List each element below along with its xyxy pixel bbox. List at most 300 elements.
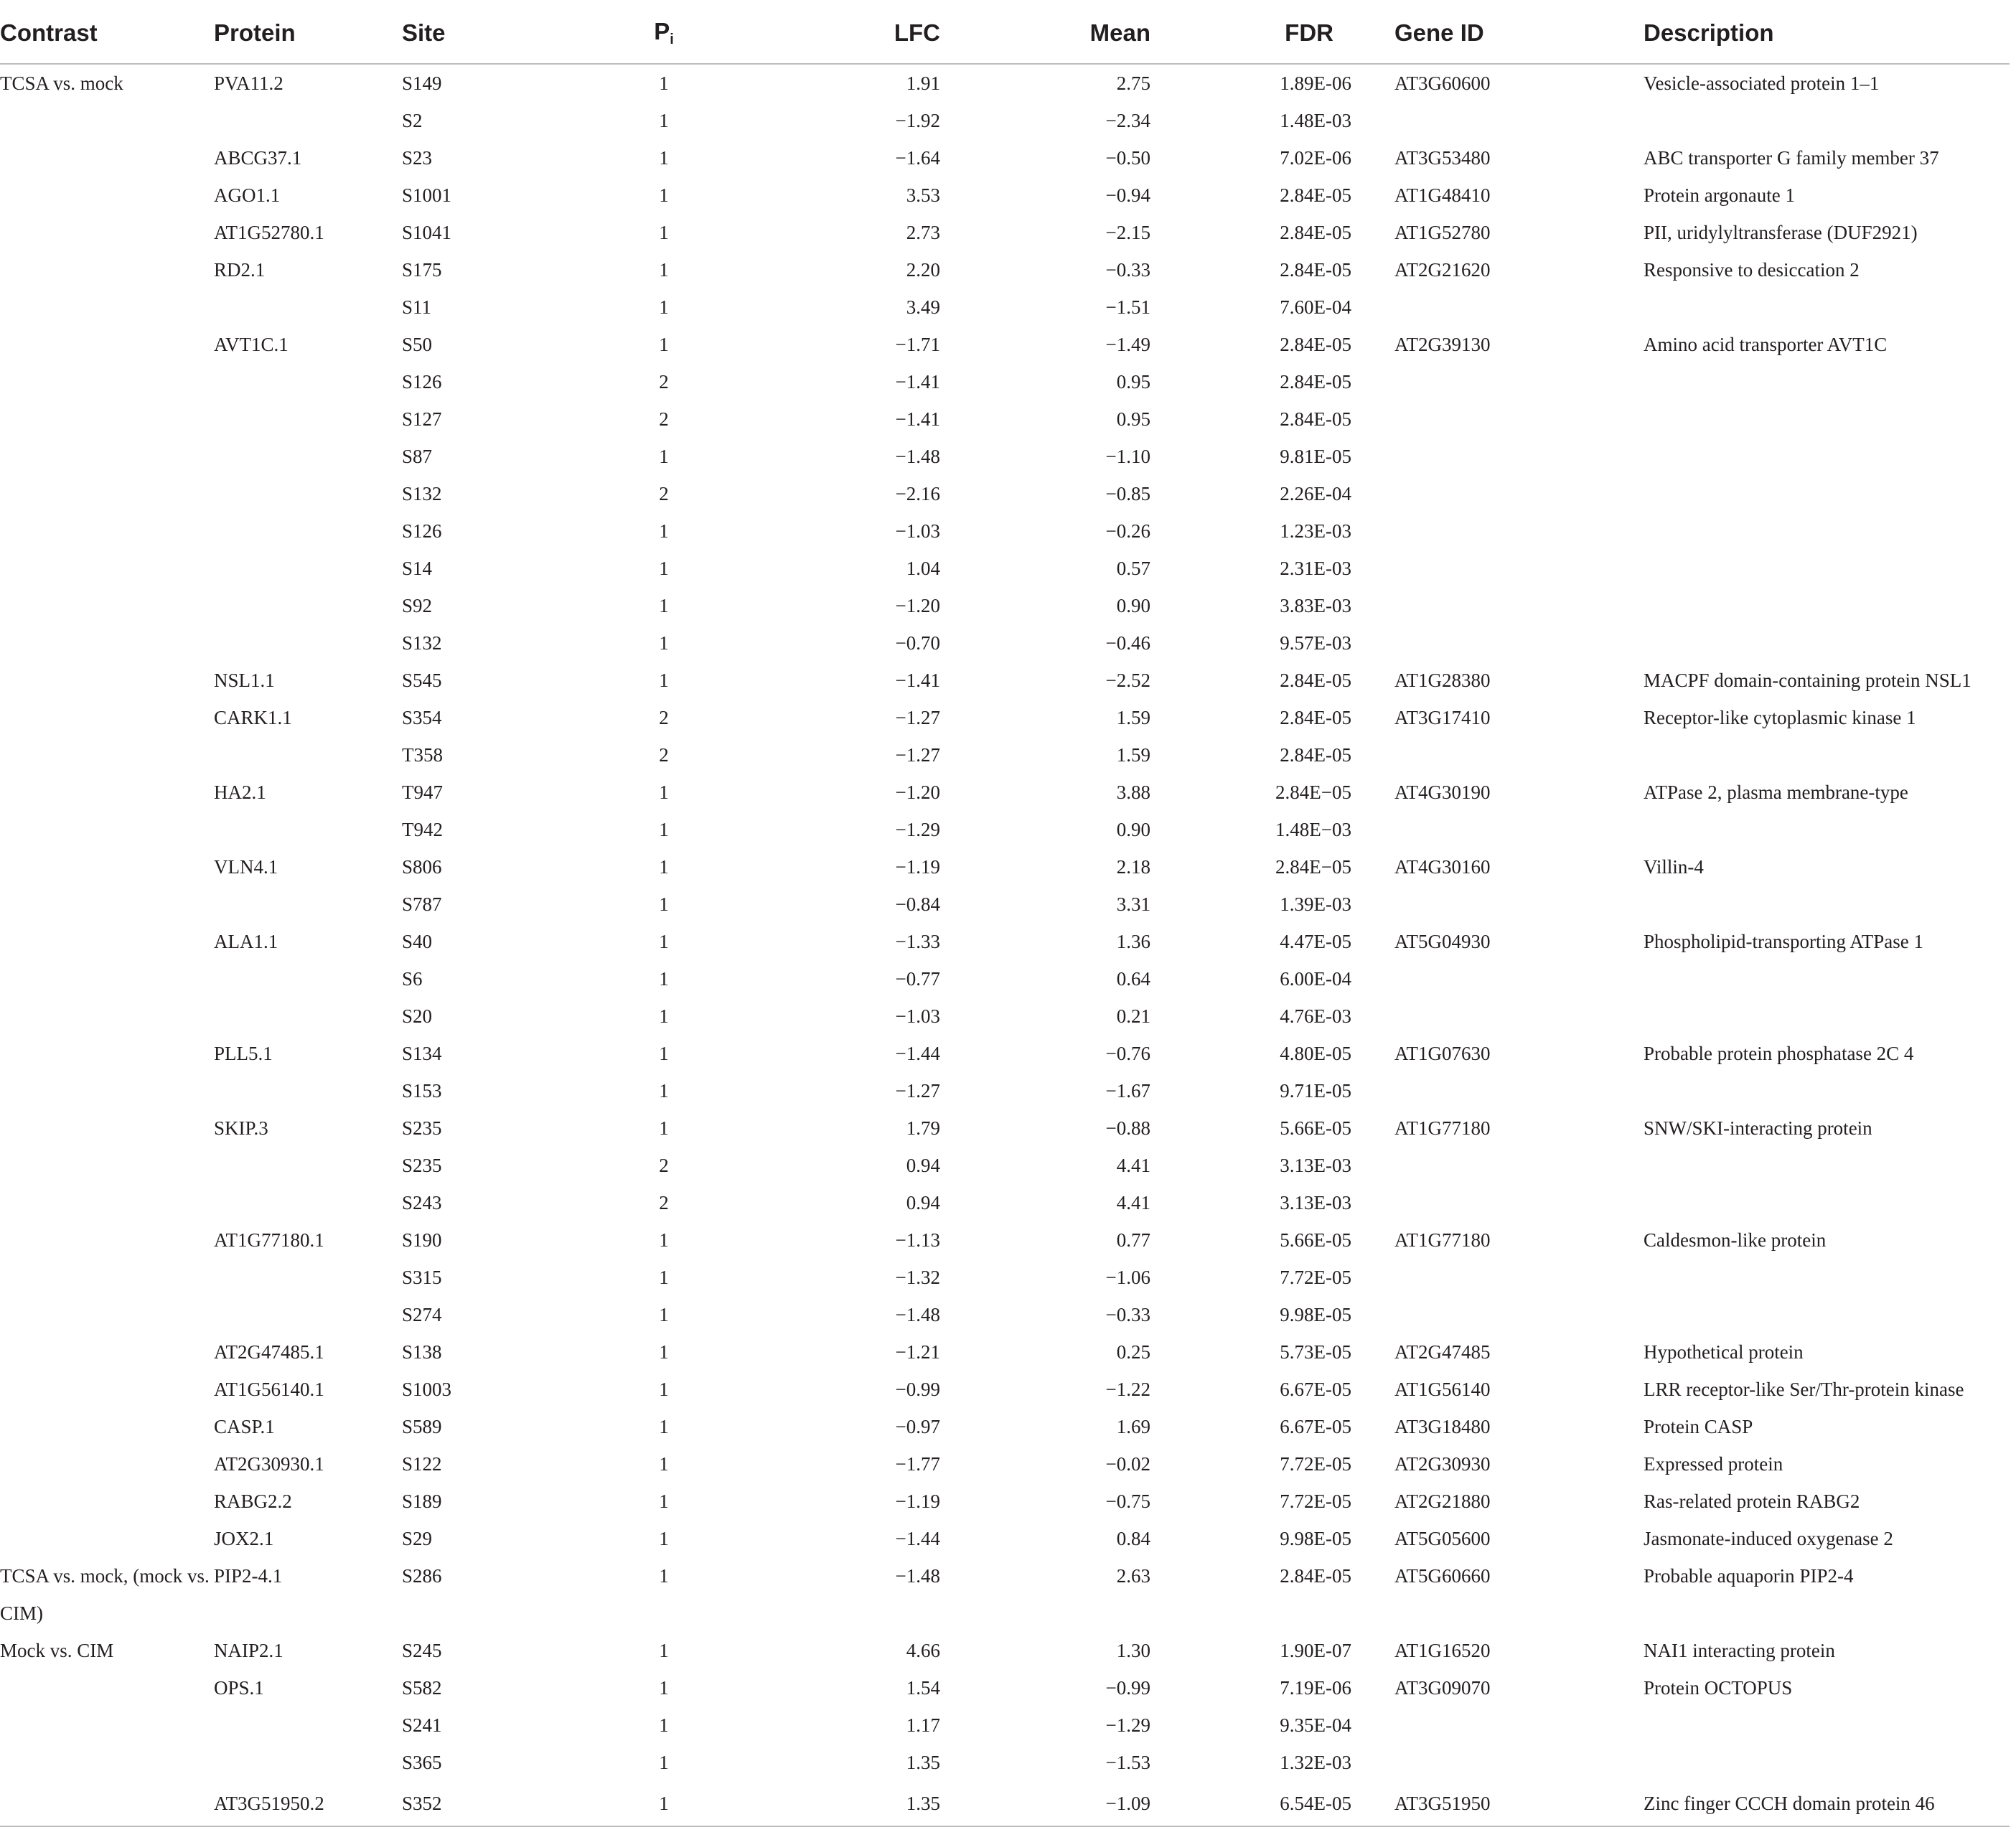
cell-pi: 1 xyxy=(659,1565,669,1587)
cell-contrast xyxy=(0,1259,214,1296)
cell-site: S132 xyxy=(402,632,442,654)
cell-protein xyxy=(214,960,402,997)
cell-gene-id xyxy=(1366,624,1644,662)
cell-pi: 1 xyxy=(659,595,669,616)
cell-contrast xyxy=(0,102,214,139)
cell-lfc: 2.20 xyxy=(906,259,940,281)
cell-description xyxy=(1644,587,2010,624)
cell-description: Vesicle-associated protein 1–1 xyxy=(1644,72,1880,94)
cell-fdr: 2.84E-05 xyxy=(1280,408,1351,430)
cell-fdr: 9.81E-05 xyxy=(1280,446,1351,467)
cell-protein xyxy=(214,1744,402,1781)
cell-description xyxy=(1644,624,2010,662)
table-row xyxy=(0,1557,2010,1632)
cell-gene-id xyxy=(1366,512,1644,550)
cell-gene-id: AT2G39130 xyxy=(1394,334,1491,355)
cell-description: PII, uridylyltransferase (DUF2921) xyxy=(1644,222,1918,243)
cell-mean: 3.88 xyxy=(1116,781,1150,803)
cell-pi: 1 xyxy=(659,1341,669,1363)
cell-site: S365 xyxy=(402,1752,442,1773)
cell-protein xyxy=(214,624,402,662)
cell-contrast xyxy=(0,326,214,363)
cell-fdr: 1.32E-03 xyxy=(1280,1752,1351,1773)
cell-gene-id xyxy=(1366,886,1644,923)
cell-lfc: −1.71 xyxy=(895,334,940,355)
cell-pi: 1 xyxy=(659,1267,669,1288)
cell-contrast xyxy=(0,1669,214,1706)
cell-pi: 1 xyxy=(659,1640,669,1661)
cell-mean: −0.50 xyxy=(1105,147,1150,169)
header-description: Description xyxy=(1644,13,2010,64)
cell-fdr: 7.72E-05 xyxy=(1280,1267,1351,1288)
cell-gene-id xyxy=(1366,550,1644,587)
cell-pi: 1 xyxy=(659,781,669,803)
table-row xyxy=(0,587,2010,624)
cell-gene-id xyxy=(1366,1744,1644,1781)
cell-lfc: −1.41 xyxy=(895,670,940,691)
table-row xyxy=(0,64,2010,102)
cell-gene-id xyxy=(1366,1296,1644,1333)
cell-pi: 1 xyxy=(659,334,669,355)
cell-mean: −0.75 xyxy=(1105,1490,1150,1512)
cell-protein: HA2.1 xyxy=(214,781,266,803)
cell-pi: 1 xyxy=(659,222,669,243)
cell-gene-id: AT1G48410 xyxy=(1394,184,1491,206)
cell-gene-id xyxy=(1366,475,1644,512)
cell-gene-id: AT2G47485 xyxy=(1394,1341,1491,1363)
header-site: Site xyxy=(402,13,603,64)
cell-lfc: −1.20 xyxy=(895,781,940,803)
cell-fdr: 1.90E-07 xyxy=(1280,1640,1351,1661)
cell-protein xyxy=(214,1184,402,1221)
cell-fdr: 4.76E-03 xyxy=(1280,1005,1351,1027)
cell-site: S50 xyxy=(402,334,433,355)
cell-fdr: 9.71E-05 xyxy=(1280,1080,1351,1102)
table-row xyxy=(0,624,2010,662)
cell-pi: 1 xyxy=(659,184,669,206)
table-row xyxy=(0,1744,2010,1781)
cell-contrast xyxy=(0,400,214,438)
cell-gene-id: AT1G56140 xyxy=(1394,1379,1491,1400)
cell-gene-id: AT1G07630 xyxy=(1394,1043,1491,1064)
cell-pi: 2 xyxy=(659,408,669,430)
cell-fdr: 3.13E-03 xyxy=(1280,1192,1351,1213)
cell-pi: 1 xyxy=(659,893,669,915)
cell-contrast xyxy=(0,960,214,997)
cell-fdr: 7.02E-06 xyxy=(1280,147,1351,169)
cell-mean: 2.18 xyxy=(1116,856,1150,878)
cell-mean: −0.88 xyxy=(1105,1117,1150,1139)
table-row xyxy=(0,886,2010,923)
cell-fdr: 1.48E−03 xyxy=(1275,819,1351,840)
table-row xyxy=(0,1445,2010,1483)
cell-pi: 1 xyxy=(659,1416,669,1437)
cell-contrast xyxy=(0,214,214,251)
cell-description: Receptor-like cytoplasmic kinase 1 xyxy=(1644,707,1916,728)
cell-contrast xyxy=(0,1371,214,1408)
table-row xyxy=(0,1035,2010,1072)
cell-contrast: Mock vs. CIM xyxy=(0,1640,114,1661)
header-pi-subscript: i xyxy=(670,32,674,47)
cell-lfc: −1.48 xyxy=(895,446,940,467)
cell-description xyxy=(1644,1296,2010,1333)
cell-mean: −0.02 xyxy=(1105,1453,1150,1475)
cell-description: ABC transporter G family member 37 xyxy=(1644,147,1939,169)
cell-gene-id: AT1G28380 xyxy=(1394,670,1491,691)
table-row xyxy=(0,1669,2010,1706)
cell-description: Zinc finger CCCH domain protein 46 xyxy=(1644,1781,2010,1826)
cell-contrast xyxy=(0,512,214,550)
table-row xyxy=(0,699,2010,736)
table-row xyxy=(0,1520,2010,1557)
cell-gene-id xyxy=(1366,811,1644,848)
cell-lfc: 1.54 xyxy=(906,1677,940,1699)
cell-protein: ALA1.1 xyxy=(214,931,278,952)
cell-lfc: 1.17 xyxy=(906,1714,940,1736)
cell-gene-id: AT3G53480 xyxy=(1394,147,1491,169)
table-row xyxy=(0,736,2010,774)
cell-description xyxy=(1644,1706,2010,1744)
cell-pi: 2 xyxy=(659,1155,669,1176)
cell-fdr: 7.72E-05 xyxy=(1280,1453,1351,1475)
cell-fdr: 2.84E−05 xyxy=(1275,781,1351,803)
cell-mean: 0.21 xyxy=(1116,1005,1150,1027)
cell-description: Phospholipid-transporting ATPase 1 xyxy=(1644,931,1923,952)
cell-site: S806 xyxy=(402,856,442,878)
cell-mean: −2.15 xyxy=(1105,222,1150,243)
cell-lfc: 1.04 xyxy=(906,558,940,579)
cell-contrast xyxy=(0,475,214,512)
cell-description: NAI1 interacting protein xyxy=(1644,1640,1835,1661)
cell-description: Ras-related protein RABG2 xyxy=(1644,1490,1860,1512)
cell-pi: 1 xyxy=(659,1453,669,1475)
header-pi xyxy=(603,13,725,64)
cell-lfc: −1.27 xyxy=(895,744,940,766)
cell-protein xyxy=(214,400,402,438)
cell-description: Jasmonate-induced oxygenase 2 xyxy=(1644,1528,1893,1549)
cell-lfc: −1.44 xyxy=(895,1528,940,1549)
cell-site: S11 xyxy=(402,296,432,318)
cell-gene-id: AT3G18480 xyxy=(1394,1416,1491,1437)
cell-site: S787 xyxy=(402,893,442,915)
cell-lfc: −1.27 xyxy=(895,707,940,728)
cell-contrast xyxy=(0,1296,214,1333)
cell-lfc: 0.94 xyxy=(906,1192,940,1213)
cell-site: S235 xyxy=(402,1155,442,1176)
cell-fdr: 6.67E-05 xyxy=(1280,1416,1351,1437)
cell-site: S352 xyxy=(402,1781,603,1826)
cell-mean: 0.90 xyxy=(1116,819,1150,840)
cell-pi: 1 xyxy=(603,1781,725,1826)
table-row xyxy=(0,774,2010,811)
cell-gene-id: AT3G60600 xyxy=(1394,72,1491,94)
cell-protein xyxy=(214,811,402,848)
table-row xyxy=(0,997,2010,1035)
cell-description xyxy=(1644,512,2010,550)
cell-protein: AT3G51950.2 xyxy=(214,1781,402,1826)
cell-protein: AVT1C.1 xyxy=(214,334,289,355)
cell-site: S245 xyxy=(402,1640,442,1661)
cell-description xyxy=(1644,997,2010,1035)
cell-description: Protein CASP xyxy=(1644,1416,1753,1437)
cell-site: T947 xyxy=(402,781,443,803)
cell-pi: 1 xyxy=(659,147,669,169)
table-row xyxy=(0,1109,2010,1147)
cell-fdr: 2.84E-05 xyxy=(1280,222,1351,243)
cell-protein: CASP.1 xyxy=(214,1416,275,1437)
cell-fdr: 7.72E-05 xyxy=(1280,1490,1351,1512)
cell-lfc: 1.91 xyxy=(906,72,940,94)
cell-gene-id: AT2G21880 xyxy=(1394,1490,1491,1512)
cell-fdr: 2.84E-05 xyxy=(1280,670,1351,691)
cell-site: S149 xyxy=(402,72,442,94)
table-row xyxy=(0,848,2010,886)
cell-site: S138 xyxy=(402,1341,442,1363)
cell-site: T358 xyxy=(402,744,443,766)
cell-lfc: −1.41 xyxy=(895,408,940,430)
table-row xyxy=(0,1147,2010,1184)
cell-gene-id xyxy=(1366,102,1644,139)
cell-gene-id: AT5G04930 xyxy=(1394,931,1491,952)
cell-mean: 0.64 xyxy=(1116,968,1150,990)
cell-contrast xyxy=(0,1035,214,1072)
cell-fdr: 2.84E-05 xyxy=(1280,184,1351,206)
cell-pi: 2 xyxy=(659,1192,669,1213)
cell-mean: −0.76 xyxy=(1105,1043,1150,1064)
cell-lfc: 2.73 xyxy=(906,222,940,243)
table-body xyxy=(0,64,2010,1826)
cell-contrast xyxy=(0,1109,214,1147)
cell-description xyxy=(1644,886,2010,923)
cell-description: Caldesmon-like protein xyxy=(1644,1229,1827,1251)
cell-mean: −1.67 xyxy=(1105,1080,1150,1102)
cell-site: S1001 xyxy=(402,184,452,206)
table-row xyxy=(0,400,2010,438)
table-row xyxy=(0,1072,2010,1109)
cell-lfc: 1.79 xyxy=(906,1117,940,1139)
cell-site: S189 xyxy=(402,1490,442,1512)
cell-lfc: −1.13 xyxy=(895,1229,940,1251)
cell-protein: AT1G52780.1 xyxy=(214,222,324,243)
cell-protein: RD2.1 xyxy=(214,259,266,281)
table-row xyxy=(0,662,2010,699)
cell-protein: JOX2.1 xyxy=(214,1528,274,1549)
cell-pi: 1 xyxy=(659,1714,669,1736)
cell-lfc: −0.97 xyxy=(895,1416,940,1437)
cell-protein: AGO1.1 xyxy=(214,184,281,206)
cell-site: S132 xyxy=(402,483,442,504)
cell-pi: 2 xyxy=(659,371,669,393)
cell-gene-id: AT3G51950 xyxy=(1366,1781,1644,1826)
cell-contrast xyxy=(0,997,214,1035)
cell-protein xyxy=(214,475,402,512)
cell-site: S545 xyxy=(402,670,442,691)
cell-protein: NSL1.1 xyxy=(214,670,275,691)
cell-contrast: TCSA vs. mock, (mock vs. CIM) xyxy=(0,1565,210,1624)
cell-mean: −2.34 xyxy=(1105,110,1150,131)
table-row xyxy=(0,960,2010,997)
cell-protein: ABCG37.1 xyxy=(214,147,302,169)
cell-site: S175 xyxy=(402,259,442,281)
cell-gene-id: AT3G17410 xyxy=(1394,707,1491,728)
cell-gene-id: AT1G16520 xyxy=(1394,1640,1491,1661)
cell-mean: 2.75 xyxy=(1116,72,1150,94)
cell-gene-id xyxy=(1366,1072,1644,1109)
cell-lfc: −1.20 xyxy=(895,595,940,616)
cell-mean: −1.10 xyxy=(1105,446,1150,467)
cell-pi: 2 xyxy=(659,744,669,766)
cell-contrast xyxy=(0,624,214,662)
cell-protein: PLL5.1 xyxy=(214,1043,273,1064)
cell-site: S582 xyxy=(402,1677,442,1699)
cell-contrast xyxy=(0,848,214,886)
cell-mean: −0.26 xyxy=(1105,520,1150,542)
cell-mean: 0.95 xyxy=(1116,371,1150,393)
table-row xyxy=(0,1259,2010,1296)
cell-fdr: 3.13E-03 xyxy=(1280,1155,1351,1176)
header-fdr: FDR xyxy=(1150,13,1366,64)
cell-fdr: 1.89E-06 xyxy=(1280,72,1351,94)
cell-site: S92 xyxy=(402,595,433,616)
table-row xyxy=(0,1184,2010,1221)
cell-gene-id xyxy=(1366,1259,1644,1296)
cell-description: Probable aquaporin PIP2-4 xyxy=(1644,1565,1854,1587)
cell-fdr: 5.66E-05 xyxy=(1280,1229,1351,1251)
cell-site: S29 xyxy=(402,1528,433,1549)
cell-mean: 0.77 xyxy=(1116,1229,1150,1251)
cell-mean: −1.22 xyxy=(1105,1379,1150,1400)
cell-lfc: −1.41 xyxy=(895,371,940,393)
cell-contrast xyxy=(0,177,214,214)
cell-fdr: 2.31E-03 xyxy=(1280,558,1351,579)
cell-gene-id: AT5G60660 xyxy=(1394,1565,1491,1587)
cell-site: S6 xyxy=(402,968,423,990)
cell-gene-id xyxy=(1366,400,1644,438)
cell-gene-id xyxy=(1366,1184,1644,1221)
cell-fdr: 1.23E-03 xyxy=(1280,520,1351,542)
header-mean: Mean xyxy=(940,13,1150,64)
cell-contrast xyxy=(0,1221,214,1259)
cell-fdr: 2.84E-05 xyxy=(1280,259,1351,281)
cell-protein xyxy=(214,288,402,326)
cell-fdr: 2.26E-04 xyxy=(1280,483,1351,504)
cell-protein xyxy=(214,1259,402,1296)
table-row xyxy=(0,214,2010,251)
cell-site: S14 xyxy=(402,558,433,579)
table-row xyxy=(0,923,2010,960)
cell-mean: −0.94 xyxy=(1105,184,1150,206)
cell-protein xyxy=(214,512,402,550)
cell-protein xyxy=(214,102,402,139)
cell-lfc: −1.27 xyxy=(895,1080,940,1102)
cell-lfc: −0.70 xyxy=(895,632,940,654)
cell-fdr: 6.67E-05 xyxy=(1280,1379,1351,1400)
cell-mean: 4.41 xyxy=(1116,1192,1150,1213)
cell-description: Hypothetical protein xyxy=(1644,1341,1804,1363)
cell-description: Villin-4 xyxy=(1644,856,1704,878)
table-row xyxy=(0,1781,2010,1826)
cell-contrast xyxy=(0,1445,214,1483)
header-contrast: Contrast xyxy=(0,13,214,64)
cell-contrast xyxy=(0,1333,214,1371)
table-header xyxy=(0,13,2010,64)
cell-lfc: −1.19 xyxy=(895,856,940,878)
cell-fdr: 7.60E-04 xyxy=(1280,296,1351,318)
cell-mean: 0.25 xyxy=(1116,1341,1150,1363)
cell-mean: −1.53 xyxy=(1105,1752,1150,1773)
cell-site: S153 xyxy=(402,1080,442,1102)
cell-site: S2 xyxy=(402,110,423,131)
cell-description: SNW/SKI-interacting protein xyxy=(1644,1117,1872,1139)
cell-pi: 1 xyxy=(659,1379,669,1400)
table-row xyxy=(0,102,2010,139)
cell-mean: −2.52 xyxy=(1105,670,1150,691)
cell-site: S126 xyxy=(402,520,442,542)
cell-description xyxy=(1644,960,2010,997)
cell-lfc: −1.21 xyxy=(895,1341,940,1363)
cell-fdr: 9.57E-03 xyxy=(1280,632,1351,654)
cell-site: S274 xyxy=(402,1304,442,1325)
cell-pi: 1 xyxy=(659,1043,669,1064)
cell-contrast xyxy=(0,1483,214,1520)
cell-description xyxy=(1644,1147,2010,1184)
cell-lfc: −1.03 xyxy=(895,1005,940,1027)
cell-contrast xyxy=(0,699,214,736)
cell-pi: 1 xyxy=(659,931,669,952)
table-row xyxy=(0,1706,2010,1744)
table-row xyxy=(0,326,2010,363)
cell-pi: 2 xyxy=(659,483,669,504)
cell-lfc: −1.48 xyxy=(895,1565,940,1587)
cell-site: S589 xyxy=(402,1416,442,1437)
cell-mean: −0.33 xyxy=(1105,259,1150,281)
cell-description: Protein OCTOPUS xyxy=(1644,1677,1793,1699)
cell-fdr: 6.54E-05 xyxy=(1150,1781,1366,1826)
cell-site: S315 xyxy=(402,1267,442,1288)
table-row xyxy=(0,1371,2010,1408)
cell-contrast xyxy=(0,923,214,960)
cell-pi: 1 xyxy=(659,1528,669,1549)
cell-protein xyxy=(214,886,402,923)
cell-pi: 1 xyxy=(659,632,669,654)
cell-protein: OPS.1 xyxy=(214,1677,264,1699)
cell-site: S134 xyxy=(402,1043,442,1064)
cell-description xyxy=(1644,1744,2010,1781)
cell-contrast xyxy=(0,587,214,624)
header-pi-main: P xyxy=(654,18,670,44)
cell-description: ATPase 2, plasma membrane-type xyxy=(1644,781,1908,803)
cell-lfc: −1.29 xyxy=(895,819,940,840)
cell-mean: 1.30 xyxy=(1116,1640,1150,1661)
cell-protein xyxy=(214,1706,402,1744)
cell-pi: 1 xyxy=(659,670,669,691)
cell-gene-id: AT1G52780 xyxy=(1394,222,1491,243)
cell-gene-id: AT2G21620 xyxy=(1394,259,1491,281)
cell-description xyxy=(1644,550,2010,587)
cell-gene-id: AT1G77180 xyxy=(1394,1229,1491,1251)
phosphosite-table xyxy=(0,13,2010,1827)
cell-site: S20 xyxy=(402,1005,433,1027)
cell-protein xyxy=(214,997,402,1035)
cell-site: S87 xyxy=(402,446,433,467)
cell-site: S286 xyxy=(402,1565,442,1587)
cell-pi: 1 xyxy=(659,296,669,318)
cell-lfc: −1.03 xyxy=(895,520,940,542)
cell-fdr: 2.84E-05 xyxy=(1280,371,1351,393)
cell-lfc: −1.48 xyxy=(895,1304,940,1325)
cell-fdr: 4.80E-05 xyxy=(1280,1043,1351,1064)
table-row xyxy=(0,363,2010,400)
